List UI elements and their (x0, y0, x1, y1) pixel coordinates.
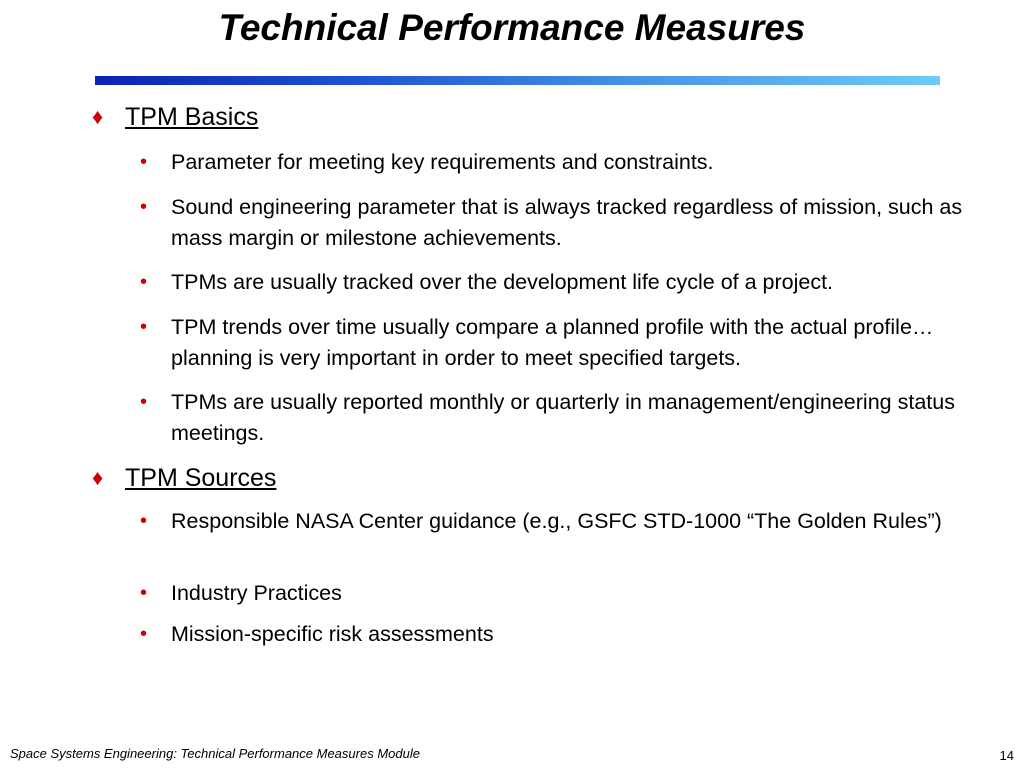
list-item-text: TPMs are usually reported monthly or quarterly in management/engineering status meetings. (171, 390, 955, 445)
section-label: TPM Basics (125, 103, 259, 131)
bullet-dot-icon: • (140, 391, 148, 413)
bullet-dot-icon: • (140, 271, 148, 293)
diamond-bullet-icon: ♦ (92, 465, 104, 490)
list-item-text: Mission-specific risk assessments (171, 622, 494, 646)
list-item (140, 147, 990, 178)
list-item-text: Sound engineering parameter that is always tracked regardless of mission, such as mass margin or milestone achievements. (171, 195, 963, 250)
list-item (140, 619, 990, 650)
bullet-dot-icon: • (140, 196, 148, 218)
section-label: TPM Sources (125, 464, 277, 492)
list-item-text: TPM trends over time usually compare a planned profile with the actual profile…planning is very important in order to meet specified targets. (171, 315, 934, 370)
list-item (140, 192, 990, 254)
list-item-text: Parameter for meeting key requirements and constraints. (171, 150, 714, 174)
list-item-text: TPMs are usually tracked over the development life cycle of a project. (171, 270, 834, 294)
list-item (140, 506, 990, 537)
slide-title: Technical Performance Measures (218, 7, 806, 48)
bullet-dot-icon: • (140, 623, 148, 645)
footer-module-title: Space Systems Engineering: Technical Performance Measures Module (10, 746, 420, 761)
list-item (140, 387, 990, 449)
diamond-bullet-icon: ♦ (92, 104, 104, 129)
bullet-dot-icon: • (140, 316, 148, 338)
list-item (140, 267, 990, 298)
list-item-text: Responsible NASA Center guidance (e.g., GSFC STD-1000 “The Golden Rules”) (171, 509, 942, 533)
page-number: 14 (999, 748, 1014, 763)
list-item (140, 312, 990, 374)
bullet-dot-icon: • (140, 582, 148, 604)
bullet-dot-icon: • (140, 151, 148, 173)
list-item (140, 578, 990, 609)
list-item-text: Industry Practices (171, 581, 342, 605)
bullet-dot-icon: • (140, 510, 148, 532)
